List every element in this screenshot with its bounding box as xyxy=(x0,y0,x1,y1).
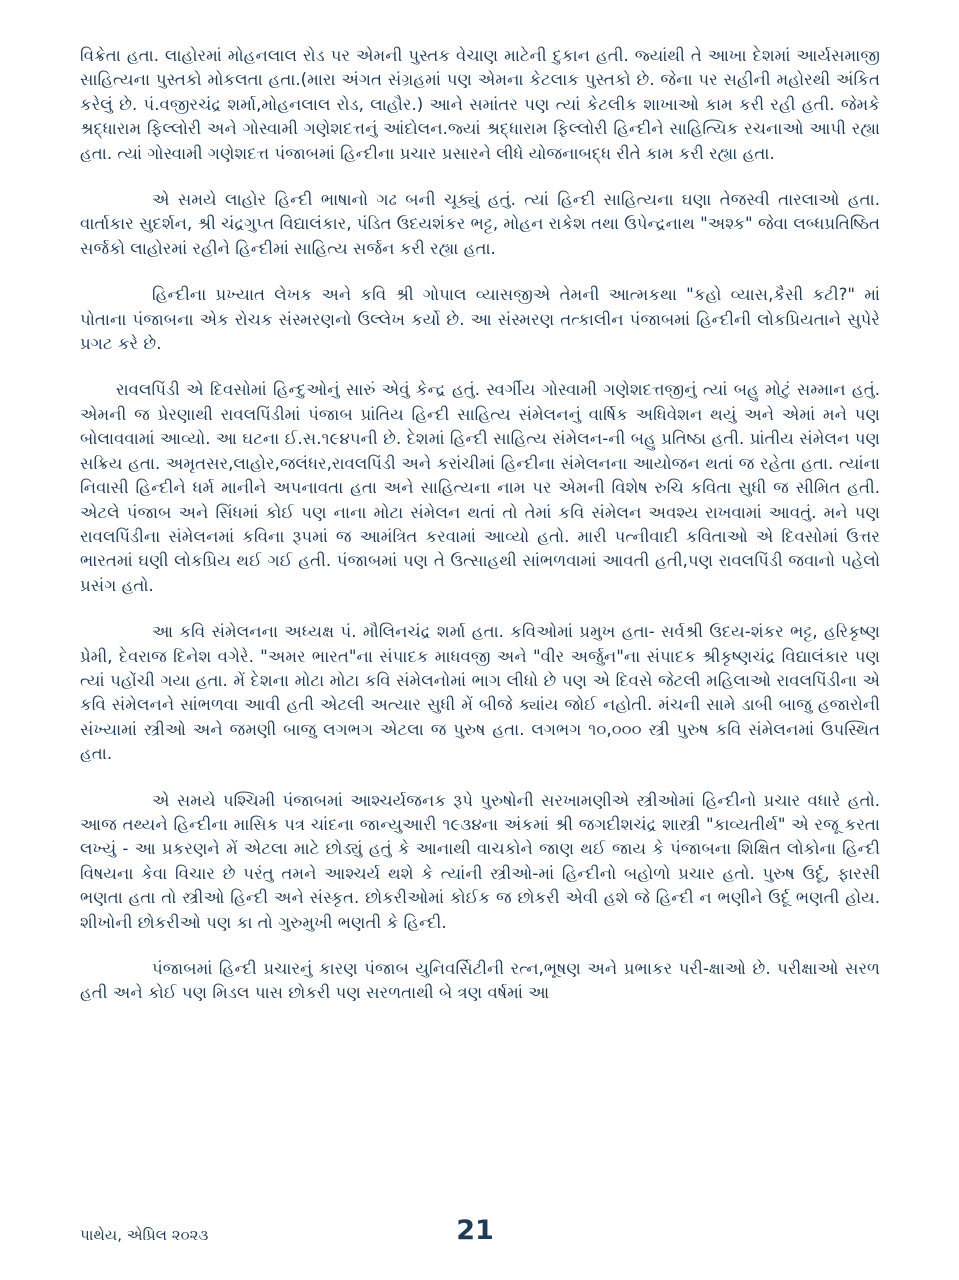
paragraph-5: આ કવિ સંમેલનના અધ્યક્ષ પં. મૌલિનચંદ્ર શર્મા હતા. કવિઓમાં પ્રમુખ હતા- સર્વશ્રી ઉદય-શંકર ભટ્ટ, હરિકૃષ્ણ પ્રેમી, દેવરાજ દિનેશ વગેરે. "અમર ભારત"ના સંપાદક માધવજી અને "વીર અર્જુન"ના સંપાદક શ્રીકૃષ્ણચંદ્ર વિદ્યાલંકાર પણ ત્યાં પહોંચી ગયા હતા. મેં દેશના મોટા મોટા કવિ સંમેલનોમાં ભાગ લીધો છે પણ એ દિવસે જેટલી મહિલાઓ રાવલપિંડીના એ કવિ સંમેલનને સાંભળવા આવી હતી એટલી અત્યાર સુધી મેં બીજે ક્યાંય જોઈ નહોતી. મંચની સામે ડાબી બાજુ હજારોની સંખ્યામાં સ્ત્રીઓ અને જમણી બાજુ લગભગ એટલા જ પુરુષ હતા. લગભગ ૧૦,૦૦૦ સ્ત્રી પુરુષ કવિ સંમેલનમાં ઉપસ્થિત હતા. xyxy=(80,622,880,764)
paragraph-7: પંજાબમાં હિન્દી પ્રચારનું કારણ પંજાબ યુનિવર્સિટીની રત્ન,ભૂષણ અને પ્રભાકર પરી-ક્ષાઓ છે. પરીક્ષાઓ સરળ હતી અને કોઈ પણ મિડલ પાસ છોકરી પણ સરળતાથી બે ત્રણ વર્ષમાં આ xyxy=(80,959,880,1003)
paragraph-2: એ સમયે લાહોર હિન્દી ભાષાનો ગઢ બની ચૂક્યું હતું. ત્યાં હિન્દી સાહિત્યના ઘણા તેજસ્વી તારલાઓ હતા. વાર્તાકાર સુદર્શન, શ્રી ચંદ્રગુપ્ત વિદ્યાલંકાર, પંડિત ઉદયશંકર ભટ્ટ, મોહન રાકેશ તથા ઉપેન્દ્રનાથ "અશ્ક" જેવા લબ્ધપ્રતિષ્ઠિત સર્જકો લાહોરમાં રહીને હિન્દીમાં સાહિત્ય સર્જન કરી રહ્યા હતા. xyxy=(80,190,880,258)
paragraph-6: એ સમયે પશ્ચિમી પંજાબમાં આશ્ચર્યજનક રૂપે પુરુષોની સરખામણીએ સ્ત્રીઓમાં હિન્દીનો પ્રચાર વધારે હતો. આજ તથ્યને હિન્દીના માસિક પત્ર ચાંદના જાન્યુઆરી ૧૯૩૪ના અંકમાં શ્રી જગદીશચંદ્ર શાસ્ત્રી "કાવ્યતીર્થ" એ રજૂ કરતા લખ્યું - આ પ્રકરણને મેં એટલા માટે છોડ્યું હતું કે આનાથી વાચકોને જાણ થઈ જાય કે પંજાબના શિક્ષિત લોકોના હિન્દી વિષયના કેવા વિચાર છે પરંતુ તમને આશ્ચર્ય થશે કે ત્યાંની સ્ત્રીઓ-માં હિન્દીનો બહોળો પ્રચાર હતો. પુરુષ ઉર્દૂ, ફારસી ભણતા હતા તો સ્ત્રીઓ હિન્દી અને સંસ્કૃત. છોકરીઓમાં કોઈક જ છોકરી એવી હશે જે હિન્દી ન ભણીને ઉર્દૂ ભણતી હોય. શીખોની છોકરીઓ પણ કા તો ગુરુમુખી ભણતી કે હિન્દી. xyxy=(80,790,880,932)
paragraph-1: વિક્રેતા હતા. લાહોરમાં મોહનલાલ રોડ પર એમની પુસ્તક વેચાણ માટેની દુકાન હતી. જ્યાંથી તે આખા દેશમાં આર્યસમાજી સાહિત્યના પુસ્તકો મોકલતા હતા.(મારા અંગત સંગ્રહમાં પણ એમના કેટલાક પુસ્તકો છે. જેના પર સહીની મહોરથી અંકિત કરેલું છે. પં.વજીરચંદ્ર શર્મા,મોહનલાલ રોડ, લાહૌર.) આને સમાંતર પણ ત્યાં કેટલીક શાખાઓ કામ કરી રહી હતી. જેમકે શ્રદ્ધારામ ફિલ્લોરી અને ગોસ્વામી ગણેશદત્તનું આંદોલન.જ્યાં શ્રદ્ધારામ ફિલ્લોરી હિન્દીને સાહિત્યિક રચનાઓ આપી રહ્યા હતા. ત્યાં ગોસ્વામી ગણેશદત્ત પંજાબમાં હિન્દીના પ્રચાર પ્રસારને લીધે યોજનાબદ્ધ રીતે કામ કરી રહ્યા હતા. xyxy=(80,46,880,163)
paragraph-3: હિન્દીના પ્રખ્યાત લેખક અને કવિ શ્રી ગોપાલ વ્યાસજીએ તેમની આત્મકથા "કહો વ્યાસ,કૈસી કટી?" માં પોતાના પંજાબના એક રોચક સંસ્મરણનો ઉલ્લેખ કર્યો છે. આ સંસ્મરણ તત્કાલીન પંજાબમાં હિન્દીની લોકપ્રિયતાને સુપેરે પ્રગટ કરે છે. xyxy=(80,285,880,354)
footer-issue-label: પાથેય, એપ્રિલ ૨૦૨૩ xyxy=(80,1226,209,1244)
page-number: 21 xyxy=(456,1215,494,1246)
article-body xyxy=(80,44,880,1028)
paragraph-4: રાવલપિંડી એ દિવસોમાં હિન્દુઓનું સારું એવું કેન્દ્ર હતું. સ્વર્ગીય ગોસ્વામી ગણેશદત્તજીનું ત્યાં બહુ મોટું સમ્માન હતું. એમની જ પ્રેરણાથી રાવલપિંડીમાં પંજાબ પ્રાંતિય હિન્દી સાહિત્ય સંમેલનનું વાર્ષિક અધિવેશન થયું અને એમાં મને પણ બોલાવવામાં આવ્યો. આ ઘટના ઈ.સ.૧૯૪૫ની છે. દેશમાં હિન્દી સાહિત્ય સંમેલન-ની બહુ પ્રતિષ્ઠા હતી. પ્રાંતીય સંમેલન પણ સક્રિય હતા. અમૃતસર,લાહોર,જલંધર,રાવલપિંડી અને કરાંચીમાં હિન્દીના સંમેલનના આયોજન થતાં જ રહેતા હતા. ત્યાંના નિવાસી હિન્દીને ધર્મ માનીને અપનાવતા હતા અને સાહિત્યના નામ પર એમની વિશેષ રુચિ કવિતા સુધી જ સીમિત હતી. એટલે પંજાબ અને સિંધમાં કોઈ પણ નાના મોટા સંમેલન થતાં તો તેમાં કવિ સંમેલન અવશ્ય રાખવામાં આવતું. મને પણ રાવલપિંડીના સંમેલનમાં કવિના રૂપમાં જ આમંત્રિત કરવામાં આવ્યો હતો. મારી પત્નીવાદી કવિતાઓ એ દિવસોમાં ઉત્તર ભારતમાં ઘણી લોકપ્રિય થઈ ગઈ હતી. પંજાબમાં પણ તે ઉત્સાહથી સાંભળવામાં આવતી હતી,પણ રાવલપિંડી જવાનો પહેલો પ્રસંગ હતો. xyxy=(80,380,880,595)
